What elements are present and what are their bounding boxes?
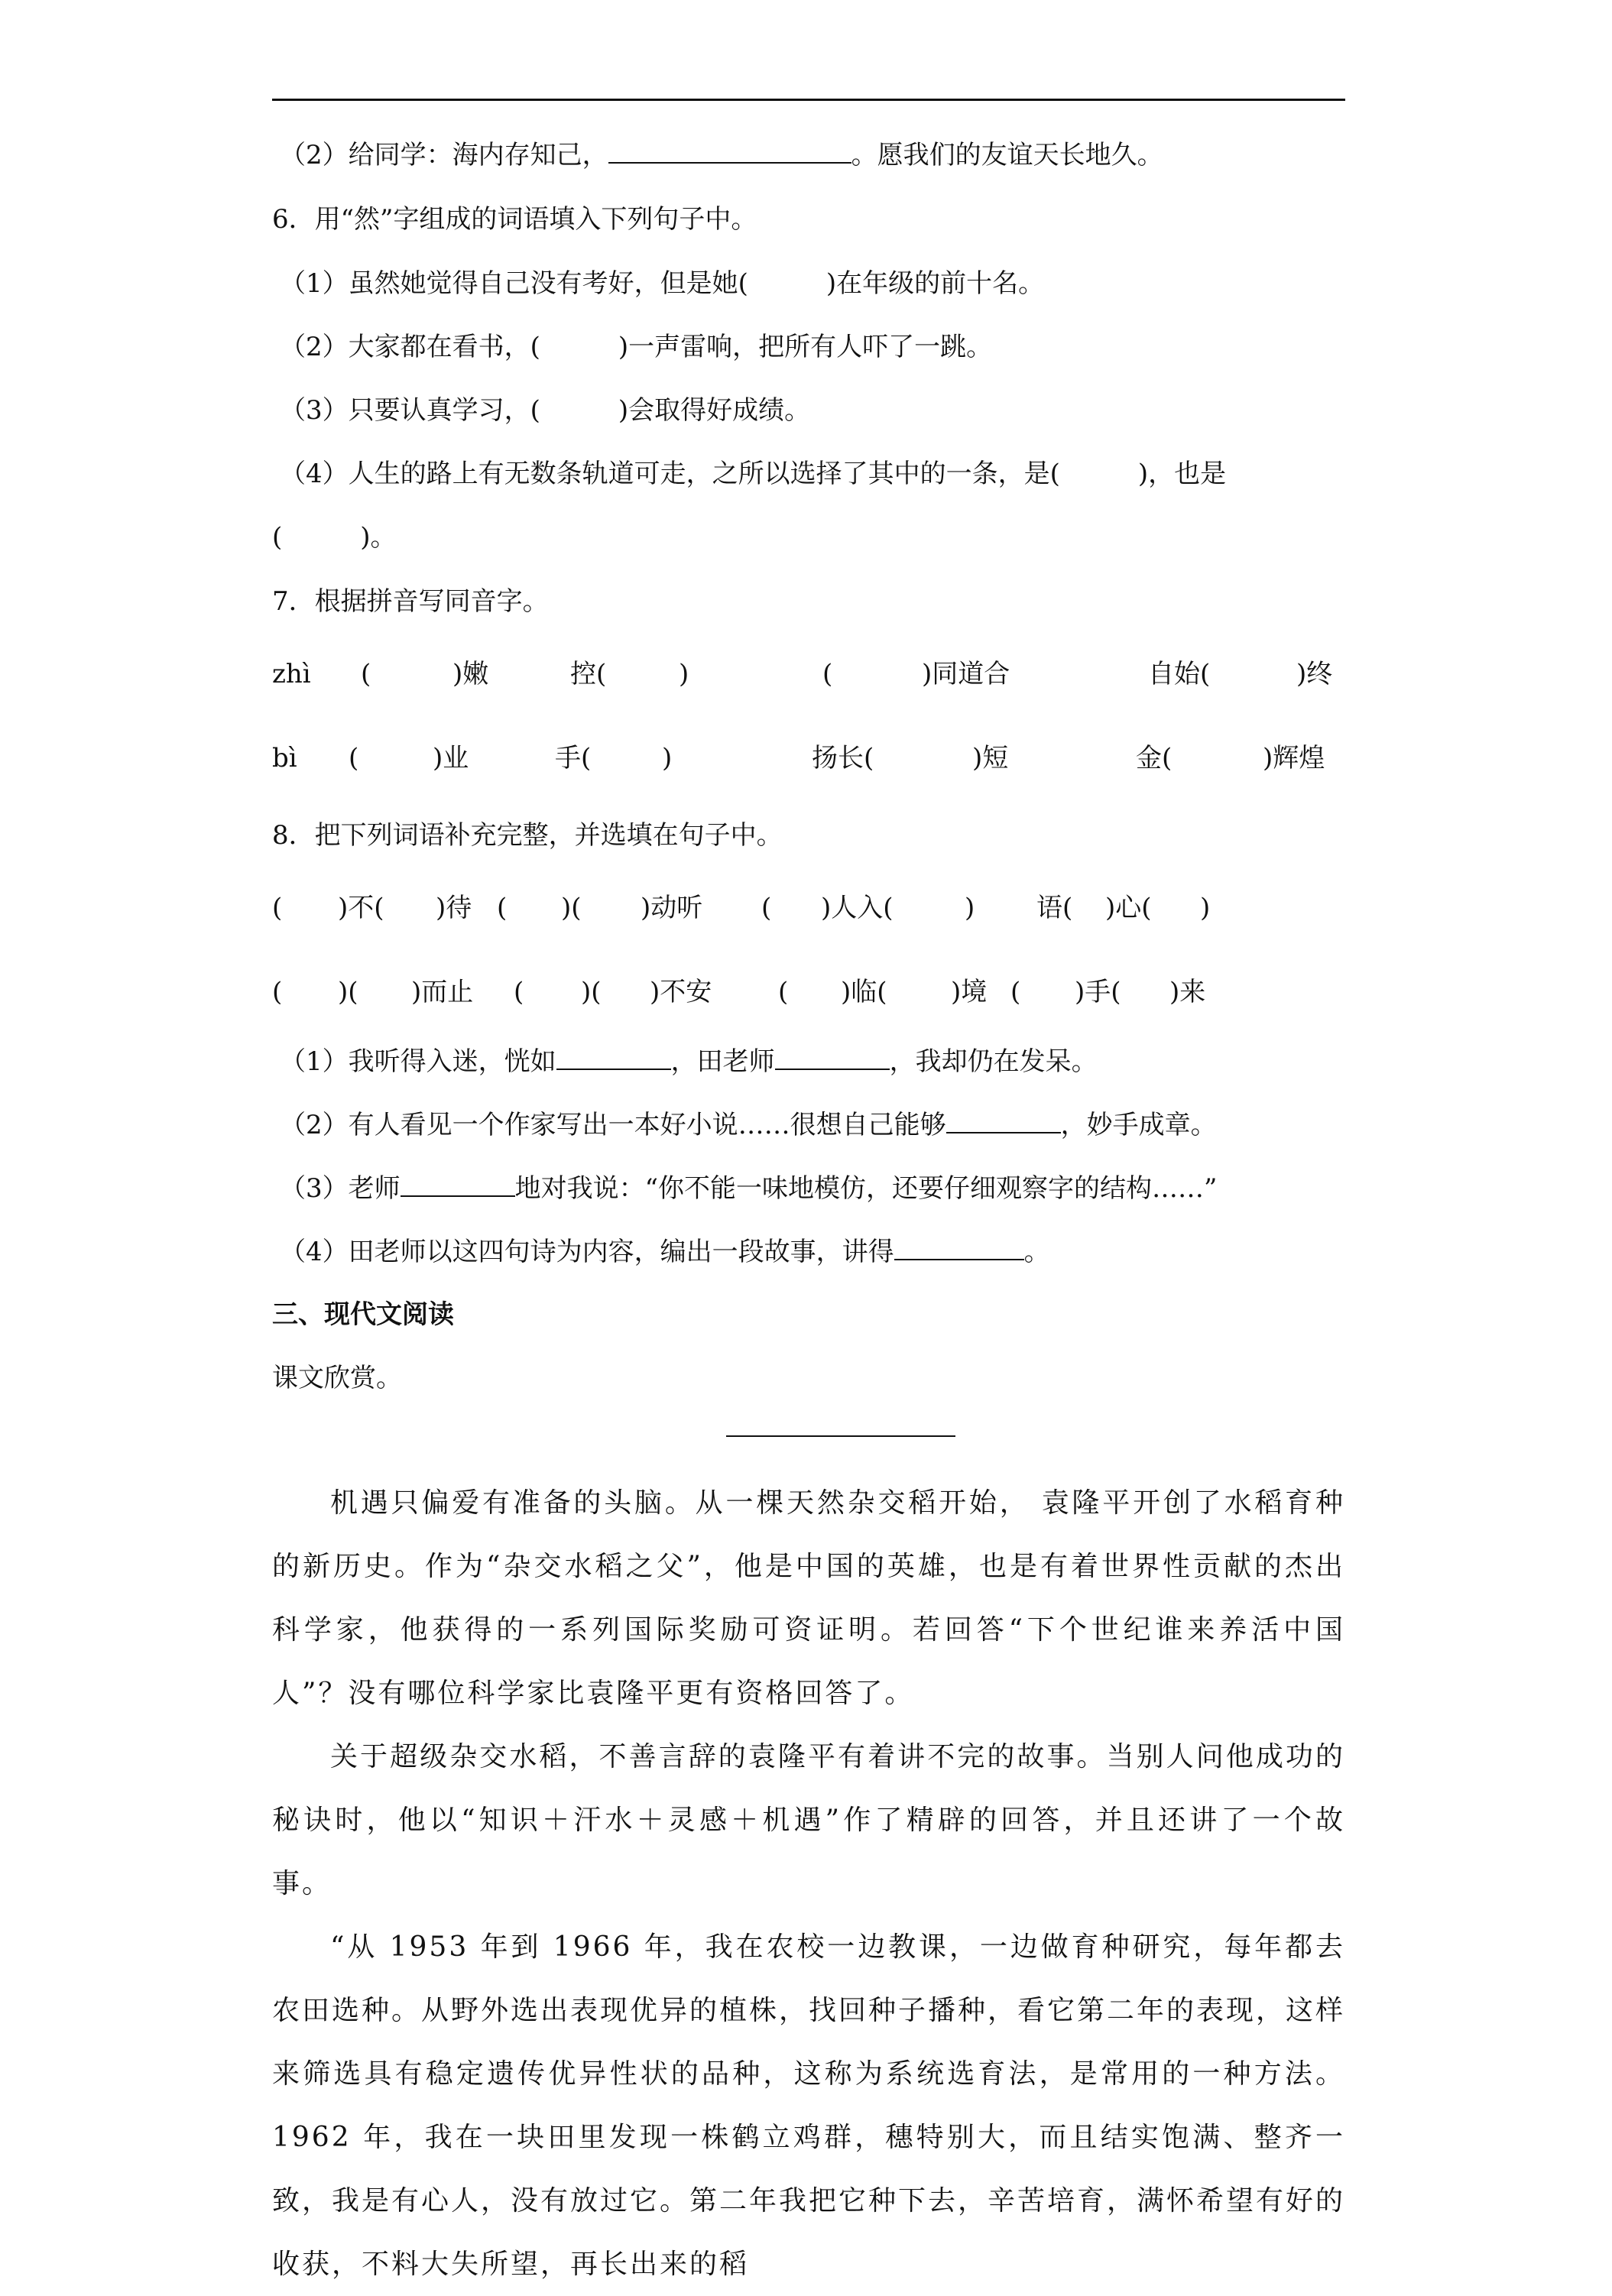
q6-title: 6．用“然”字组成的词语填入下列句子中。 xyxy=(272,204,757,235)
passage-title-blank[interactable] xyxy=(726,1435,955,1437)
idiom-part[interactable]: 语( xyxy=(1036,893,1073,923)
pinyin-label: bì xyxy=(272,743,297,773)
farewell-suffix: 。愿我们的友谊天长地久。 xyxy=(851,140,1163,170)
sentence-text: （4）田老师以这四句诗为内容，编出一段故事，讲得 xyxy=(280,1237,894,1267)
idiom-part[interactable]: ( xyxy=(272,893,283,923)
answer-blank[interactable] xyxy=(401,1171,515,1197)
idiom-part[interactable]: ( xyxy=(761,893,772,923)
idiom-part[interactable]: ( xyxy=(778,977,789,1007)
idiom-part: )动听 xyxy=(641,893,703,923)
idiom-part[interactable]: )心( xyxy=(1105,893,1152,923)
word-part[interactable]: 手( xyxy=(555,743,592,773)
idiom-part: )而止 xyxy=(411,977,474,1007)
word-part[interactable]: 扬长( xyxy=(812,743,874,773)
idiom-part: )待 xyxy=(436,893,472,923)
bracket-open[interactable]: ( xyxy=(349,743,359,773)
bracket-open[interactable]: ( xyxy=(822,659,833,689)
q6-item-1: （1）虽然她觉得自己没有考好，但是她( )在年级的前十名。 xyxy=(280,268,1045,299)
sentence-text: ，我却仍在发呆。 xyxy=(889,1046,1098,1077)
section-heading: 三、现代文阅读 xyxy=(272,1299,454,1330)
idiom-part: ) xyxy=(965,893,975,923)
word-part: )终 xyxy=(1296,659,1333,689)
word-part[interactable]: 自始( xyxy=(1148,659,1211,689)
idiom-part: )来 xyxy=(1169,977,1206,1007)
idiom-part: )境 xyxy=(951,977,988,1007)
idiom-part[interactable]: )( xyxy=(338,977,358,1007)
answer-blank[interactable] xyxy=(608,138,851,164)
header-rule xyxy=(272,99,1345,101)
idiom-part[interactable]: )人入( xyxy=(821,893,894,923)
sentence-text: （3）老师 xyxy=(280,1173,401,1204)
word-part: )嫩 xyxy=(452,659,489,689)
idiom-part[interactable]: ( xyxy=(272,977,283,1007)
idiom-part[interactable]: ( xyxy=(1010,977,1021,1007)
bracket-close: ) xyxy=(662,743,673,773)
sentence-text: 地对我说：“你不能一味地模仿，还要仔细观察字的结构……” xyxy=(514,1173,1218,1204)
idiom-part[interactable]: )不( xyxy=(338,893,384,923)
idiom-part: ) xyxy=(1200,893,1211,923)
answer-blank[interactable] xyxy=(894,1234,1024,1260)
sentence-text: （2）有人看见一个作家写出一本好小说……很想自己能够 xyxy=(280,1110,946,1140)
q8-sentence-3 xyxy=(280,1171,1217,1205)
farewell-prefix: （2）给同学：海内存知己， xyxy=(280,140,608,170)
word-part: )辉煌 xyxy=(1263,743,1325,773)
passage-paragraph: “从 1953 年到 1966 年，我在农校一边教课，一边做育种研究，每年都去农田选种。从野外选出表现优异的植株，找回种子播种，看它第二年的表现，这样来筛选具有稳定遗传优异性状的品种，这称为系统选育法，是常用的一种方法。1962 年，我在一块田里发现一株鹤立鸡群，穗特别大，而且结实饱满、整齐一致，我是有心人，没有放过它。第二年我把它种下去，辛苦培育，满怀希望有好的收获，不料大失所望，再长出来的稻 xyxy=(272,1931,1346,2280)
pinyin-label: zhì xyxy=(272,659,311,689)
answer-blank[interactable] xyxy=(556,1044,671,1070)
sentence-text: ，田老师 xyxy=(670,1046,775,1077)
answer-blank[interactable] xyxy=(775,1044,890,1070)
q6-item-4-cont: ( )。 xyxy=(272,522,397,553)
word-part: )业 xyxy=(433,743,469,773)
q7-title: 7．根据拼音写同音字。 xyxy=(272,586,549,617)
idiom-part[interactable]: )临( xyxy=(841,977,887,1007)
idiom-part[interactable]: ( xyxy=(497,893,508,923)
bracket-close: ) xyxy=(679,659,689,689)
word-part[interactable]: 金( xyxy=(1136,743,1173,773)
idiom-part[interactable]: )( xyxy=(581,977,602,1007)
passage-paragraph: 机遇只偏爱有准备的头脑。从一棵天然杂交稻开始， 袁隆平开创了水稻育种的新历史。作为“杂交水稻之父”，他是中国的英雄，也是有着世界性贡献的杰出科学家，他获得的一系列国际奖励可资证明。若回答“下个世纪谁来养活中国人”？没有哪位科学家比袁隆平更有资格回答了。 xyxy=(272,1487,1345,1709)
section-subtitle: 课文欣赏。 xyxy=(272,1363,402,1393)
sentence-text: 。 xyxy=(1023,1237,1050,1267)
q8-sentence-2 xyxy=(280,1107,1217,1142)
reading-passage xyxy=(272,1471,1345,2296)
idiom-part: )不安 xyxy=(650,977,712,1007)
bracket-open[interactable]: ( xyxy=(361,659,371,689)
sentence-text: ，妙手成章。 xyxy=(1060,1110,1217,1140)
word-part: )短 xyxy=(972,743,1009,773)
idiom-part[interactable]: )( xyxy=(561,893,582,923)
q6-item-4: （4）人生的路上有无数条轨道可走，之所以选择了其中的一条，是( )，也是 xyxy=(280,459,1227,489)
q6-item-3: （3）只要认真学习，( )会取得好成绩。 xyxy=(280,395,811,426)
farewell-line xyxy=(280,138,1163,172)
word-part: )同道合 xyxy=(922,659,1010,689)
q8-sentence-4 xyxy=(280,1234,1050,1269)
idiom-part[interactable]: ( xyxy=(514,977,524,1007)
q8-title: 8．把下列词语补充完整，并选填在句子中。 xyxy=(272,820,783,851)
q8-sentence-1 xyxy=(280,1044,1098,1078)
idiom-part[interactable]: )手( xyxy=(1075,977,1121,1007)
word-part[interactable]: 控( xyxy=(570,659,607,689)
q6-item-2: （2）大家都在看书，( )一声雷响，把所有人吓了一跳。 xyxy=(280,332,993,362)
sentence-text: （1）我听得入迷，恍如 xyxy=(280,1046,556,1077)
passage-paragraph: 关于超级杂交水稻，不善言辞的袁隆平有着讲不完的故事。当别人问他成功的秘诀时，他以“知识＋汗水＋灵感＋机遇”作了精辟的回答，并且还讲了一个故事。 xyxy=(272,1741,1345,1899)
answer-blank[interactable] xyxy=(946,1107,1061,1133)
